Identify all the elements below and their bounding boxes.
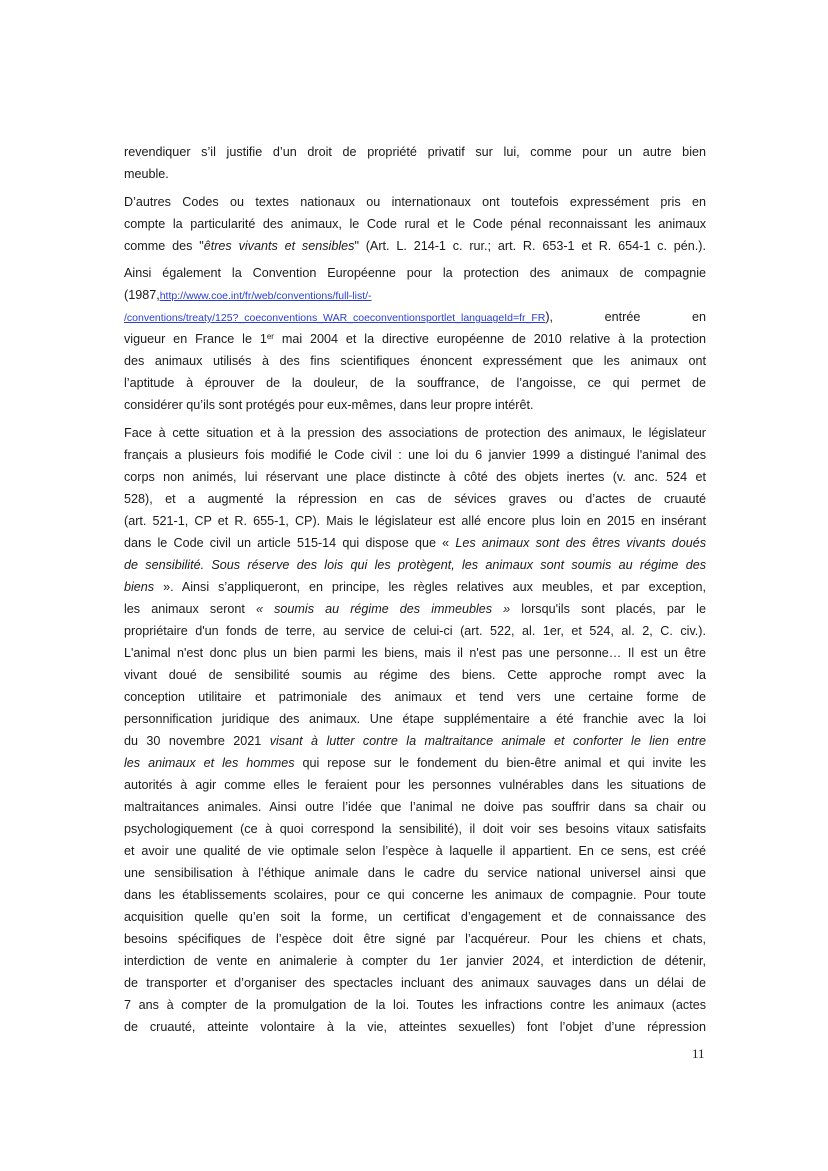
italic-text: « soumis au régime des immeubles »	[256, 601, 511, 616]
text-line	[124, 191, 706, 213]
text-line	[124, 554, 706, 576]
italic-text: Les animaux sont des êtres vivants doués	[455, 535, 707, 550]
superscript: er	[266, 332, 274, 341]
body-text	[124, 141, 706, 1038]
text-line	[124, 163, 706, 185]
text-segment: ». Ainsi s’appliqueront, en principe, les règles relatives aux meubles, et par exception,	[154, 579, 706, 594]
text-segment: autorités à agir comme elles le feraient pour les personnes vulnérables dans les situations de	[124, 777, 706, 792]
text-line	[124, 284, 706, 306]
text-segment: de transporter et d’organiser des spectacles incluant des animaux sauvages dans un délai de	[124, 975, 706, 990]
text-segment: de cruauté, atteinte volontaire à la vie, atteintes sexuelles) font l’objet d’une répression	[124, 1019, 706, 1034]
text-line	[124, 972, 706, 994]
paragraph	[124, 262, 706, 416]
text-line	[124, 1016, 706, 1038]
italic-text: les animaux et les hommes	[124, 755, 295, 770]
italic-text: de sensibilité. Sous réserve des lois qui les protègent, les animaux sont soumis au régime des	[124, 557, 706, 572]
text-line	[124, 752, 706, 774]
text-line	[124, 840, 706, 862]
paragraph	[124, 141, 706, 185]
text-segment: comme des "	[124, 238, 204, 253]
text-segment: interdiction de vente en animalerie à compter du 1er janvier 2024, et interdiction de détenir,	[124, 953, 706, 968]
text-line	[124, 213, 706, 235]
text-line	[124, 796, 706, 818]
text-line	[124, 774, 706, 796]
text-segment: corps non animés, lui réservant une place distincte à côté des objets inertes (v. anc. 524 et	[124, 469, 706, 484]
text-segment: propriétaire d'un fonds de terre, au service de celui-ci (art. 522, al. 1er, et 524, al. 2, C. civ.).	[124, 623, 706, 638]
text-segment: (art. 521-1, CP et R. 655-1, CP). Mais le législateur est allé encore plus loin en 2015 en insérant	[124, 513, 706, 528]
text-segment: lorsqu'ils sont placés, par le	[510, 601, 706, 616]
text-line	[124, 730, 706, 752]
text-segment: du 30 novembre 2021	[124, 733, 270, 748]
text-line	[124, 350, 706, 372]
text-segment: Face à cette situation et à la pression des associations de protection des animaux, le législateur	[124, 425, 706, 440]
text-segment: dans le Code civil un article 515-14 qui dispose que «	[124, 535, 456, 550]
text-segment: vivant doué de sensibilité soumis au régime des biens. Cette approche rompt avec la	[124, 667, 706, 682]
text-line	[124, 818, 706, 840]
text-segment: compte la particularité des animaux, le Code rural et le Code pénal reconnaissant les animaux	[124, 216, 706, 231]
italic-text: êtres vivants et sensibles	[203, 238, 355, 253]
text-line	[124, 620, 706, 642]
text-line	[124, 532, 706, 554]
text-line	[124, 862, 706, 884]
text-line	[124, 928, 706, 950]
text-line	[124, 328, 706, 350]
text-segment: français a plusieurs fois modifié le Code civil : une loi du 6 janvier 1999 a distingué l'animal des	[124, 447, 706, 462]
text-segment: " (Art. L. 214-1 c. rur.; art. R. 653-1 et R. 654-1 c. pén.).	[354, 238, 706, 253]
url-link[interactable]: http://www.coe.int/fr/web/conventions/full-list/-	[159, 290, 372, 302]
text-line	[124, 664, 706, 686]
url-link[interactable]: /conventions/treaty/125?_coeconventions_WAR_coeconventionsportlet_languageId=fr_FR	[124, 312, 546, 324]
text-line	[124, 141, 706, 163]
text-line	[124, 576, 706, 598]
italic-text: biens	[124, 579, 155, 594]
text-segment: une sensibilisation à l’éthique animale dans le cadre du service national universel ainsi que	[124, 865, 706, 880]
text-segment: L'animal n'est donc plus un bien parmi les biens, mais il n'est pas une personne… Il est un être	[124, 645, 706, 660]
text-segment: considérer qu’ils sont protégés pour eux-mêmes, dans leur propre intérêt.	[124, 398, 534, 412]
text-segment: (1987,	[124, 288, 160, 302]
text-line	[124, 642, 706, 664]
text-segment: meuble.	[124, 167, 169, 181]
text-segment: psychologiquement (ce à quoi correspond la sensibilité), il doit voir ses besoins vitaux satisfaits	[124, 821, 706, 836]
text-segment: des animaux utilisés à des fins scientifiques énoncent expressément que les animaux ont	[124, 354, 706, 368]
text-line	[124, 466, 706, 488]
text-segment: acquisition quelle qu’en soit la forme, un certificat d’engagement et de connaissance des	[124, 909, 706, 924]
text-line	[124, 906, 706, 928]
text-segment: vigueur en France le 1	[124, 332, 267, 346]
text-segment: besoins spécifiques de l’espèce doit être signé par l’acquéreur. Pour les chiens et chats,	[124, 931, 706, 946]
text-line	[124, 598, 706, 620]
paragraph	[124, 422, 706, 1038]
text-segment: l’aptitude à éprouver de la douleur, de la souffrance, de l’angoisse, ce qui permet de	[124, 376, 706, 390]
paragraph	[124, 191, 706, 257]
text-segment: maltraitances animales. Ainsi outre l’idée que l’animal ne doive pas souffrir dans sa chair ou	[124, 799, 706, 814]
text-line	[124, 306, 706, 328]
text-segment: 7 ans à compter de la promulgation de la loi. Toutes les infractions contre les animaux (actes	[124, 997, 706, 1012]
text-line	[124, 422, 706, 444]
text-segment: D’autres Codes ou textes nationaux ou internationaux ont toutefois expressément pris en	[124, 194, 706, 209]
italic-text: visant à lutter contre la maltraitance animale et conforter le lien entre	[269, 733, 707, 748]
text-line	[124, 950, 706, 972]
text-segment: et avoir une qualité de vie optimale selon l’espèce à laquelle il appartient. En ce sens, est créé	[124, 843, 706, 858]
text-segment: personnification juridique des animaux. Une étape supplémentaire a été franchie avec la loi	[124, 711, 706, 726]
text-line	[124, 235, 706, 257]
text-segment: qui repose sur le fondement du bien-être animal et qui invite les	[294, 755, 706, 770]
text-line	[124, 372, 706, 394]
text-line	[124, 510, 706, 532]
text-segment: ), entrée en	[545, 310, 706, 324]
text-line	[124, 394, 706, 416]
text-segment: conception utilitaire et patrimoniale des animaux et tend vers une certaine forme de	[124, 689, 706, 704]
text-segment: 528), et a augmenté la répression en cas de sévices graves ou d’actes de cruauté	[124, 491, 706, 506]
text-line	[124, 884, 706, 906]
text-segment: revendiquer s’il justifie d’un droit de propriété privatif sur lui, comme pour un autre bien	[124, 145, 706, 159]
page-number: 11	[692, 1046, 705, 1061]
text-line	[124, 708, 706, 730]
text-line	[124, 994, 706, 1016]
text-line	[124, 686, 706, 708]
text-segment: dans les établissements scolaires, pour ce qui concerne les animaux de compagnie. Pour toute	[124, 887, 706, 902]
text-line	[124, 444, 706, 466]
text-line	[124, 262, 706, 284]
text-segment: Ainsi également la Convention Européenne pour la protection des animaux de compagnie	[124, 266, 706, 280]
text-line	[124, 488, 706, 510]
text-segment: mai 2004 et la directive européenne de 2010 relative à la protection	[273, 332, 706, 346]
text-segment: les animaux seront	[124, 601, 256, 616]
